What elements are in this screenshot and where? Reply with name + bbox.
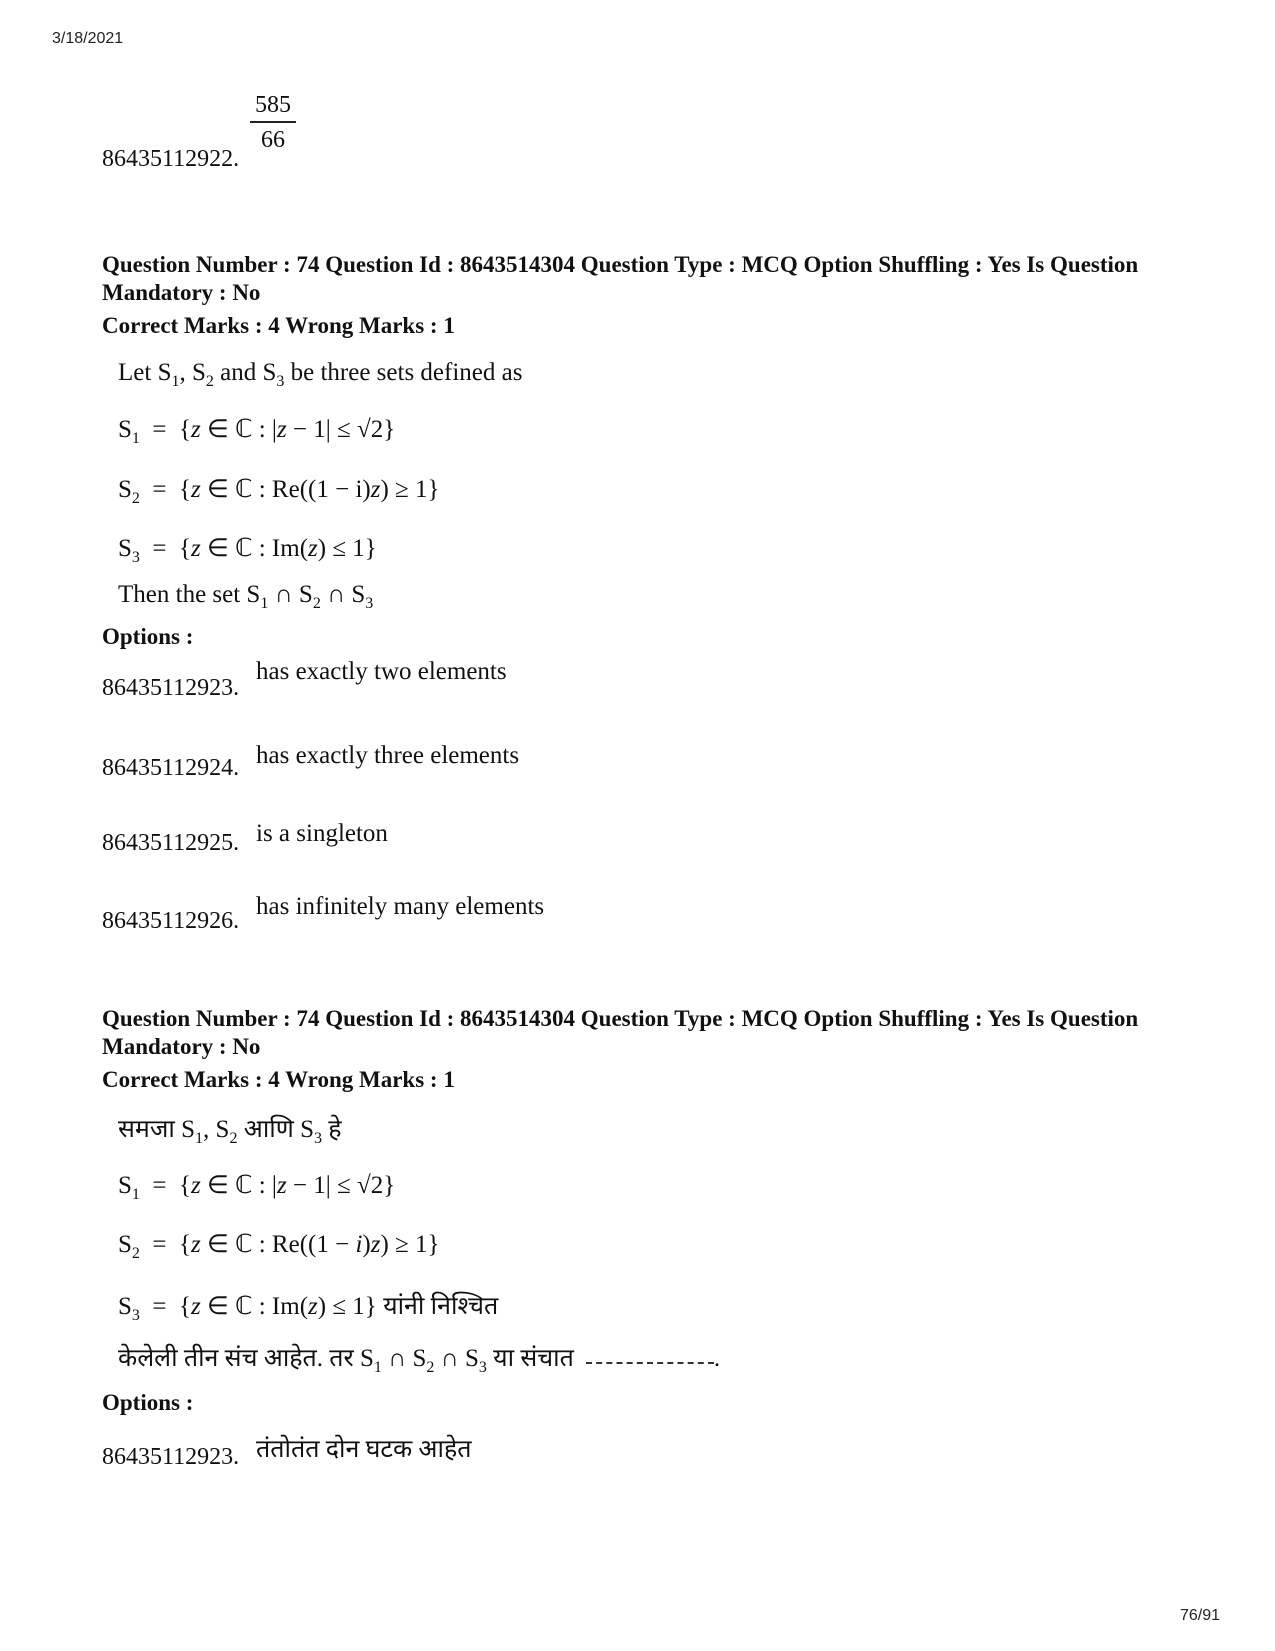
set-s2-definition: $S_2 = \{z$ ∈ ℂ : Re((1 − i)z) ≥ 1} bbox=[118, 1231, 440, 1262]
fraction-denominator: 66 bbox=[261, 127, 285, 153]
intro-word: समजा bbox=[118, 1116, 175, 1143]
set-s3-definition: $S_3 = \{z$ ∈ ℂ : Im(z) ≤ 1} यांनी निश्चित bbox=[118, 1293, 499, 1324]
option-id: 86435112925. bbox=[102, 830, 240, 856]
question-intro: Let $S_1$, $S_2$ and $S_3$ be three sets defined as bbox=[118, 359, 523, 390]
page-number: 76/91 bbox=[1180, 1607, 1221, 1624]
answer-blank bbox=[586, 1362, 714, 1364]
question-prompt: केलेली तीन संच आहेत. तर $S_1$ ∩ $S_2$ ∩ $S_3$ या संचात . bbox=[118, 1345, 721, 1376]
print-date: 3/18/2021 bbox=[52, 30, 124, 47]
option-text: is a singleton bbox=[256, 820, 388, 847]
fraction bbox=[250, 92, 296, 154]
option-text: has exactly two elements bbox=[256, 658, 507, 685]
set-s1-definition: $S_1 = \{z$ ∈ ℂ : |z − 1| ≤ √2} bbox=[118, 1172, 396, 1203]
question-intro: समजा $S_1$, $S_2$ आणि $S_3$ हे bbox=[118, 1116, 342, 1147]
set-s1-definition: $S_1 = \{z$ ∈ ℂ : |z − 1| ≤ √2} bbox=[118, 416, 396, 447]
intro-are: हे bbox=[328, 1116, 342, 1143]
option-text: has exactly three elements bbox=[256, 742, 520, 769]
question-heading: Question Number : 74 Question Id : 8643514304 Question Type : MCQ Option Shuffling : Yes Is Question Mandatory : No bbox=[102, 1006, 1139, 1059]
option-id: 86435112923. bbox=[102, 1444, 240, 1470]
option-id: 86435112923. bbox=[102, 675, 240, 701]
option-id: 86435112926. bbox=[102, 908, 240, 934]
option-text: तंतोतंत दोन घटक आहेत bbox=[256, 1436, 472, 1463]
question-marks: Correct Marks : 4 Wrong Marks : 1 bbox=[102, 313, 455, 338]
option-id: 86435112922. bbox=[102, 146, 240, 172]
options-label: Options : bbox=[102, 1390, 194, 1415]
prompt-part-a: केलेली तीन संच आहेत. तर bbox=[118, 1345, 354, 1372]
prompt-part-b: या संचात bbox=[493, 1345, 574, 1372]
set-s3-suffix: यांनी निश्चित bbox=[383, 1293, 499, 1320]
question-heading: Question Number : 74 Question Id : 8643514304 Question Type : MCQ Option Shuffling : Yes Is Question Mandatory : No bbox=[102, 252, 1139, 305]
intro-and: आणि bbox=[243, 1116, 294, 1143]
set-s2-definition: $S_2 = \{z$ ∈ ℂ : Re((1 − i)z) ≥ 1} bbox=[118, 476, 440, 507]
option-text: has infinitely many elements bbox=[256, 893, 545, 920]
fraction-numerator: 585 bbox=[250, 92, 296, 123]
option-id: 86435112924. bbox=[102, 755, 240, 781]
question-prompt: Then the set $S_1$ ∩ $S_2$ ∩ $S_3$ bbox=[118, 581, 374, 612]
question-marks: Correct Marks : 4 Wrong Marks : 1 bbox=[102, 1067, 455, 1092]
options-label: Options : bbox=[102, 624, 194, 649]
set-s3-definition: $S_3 = \{z$ ∈ ℂ : Im(z) ≤ 1} bbox=[118, 535, 377, 566]
